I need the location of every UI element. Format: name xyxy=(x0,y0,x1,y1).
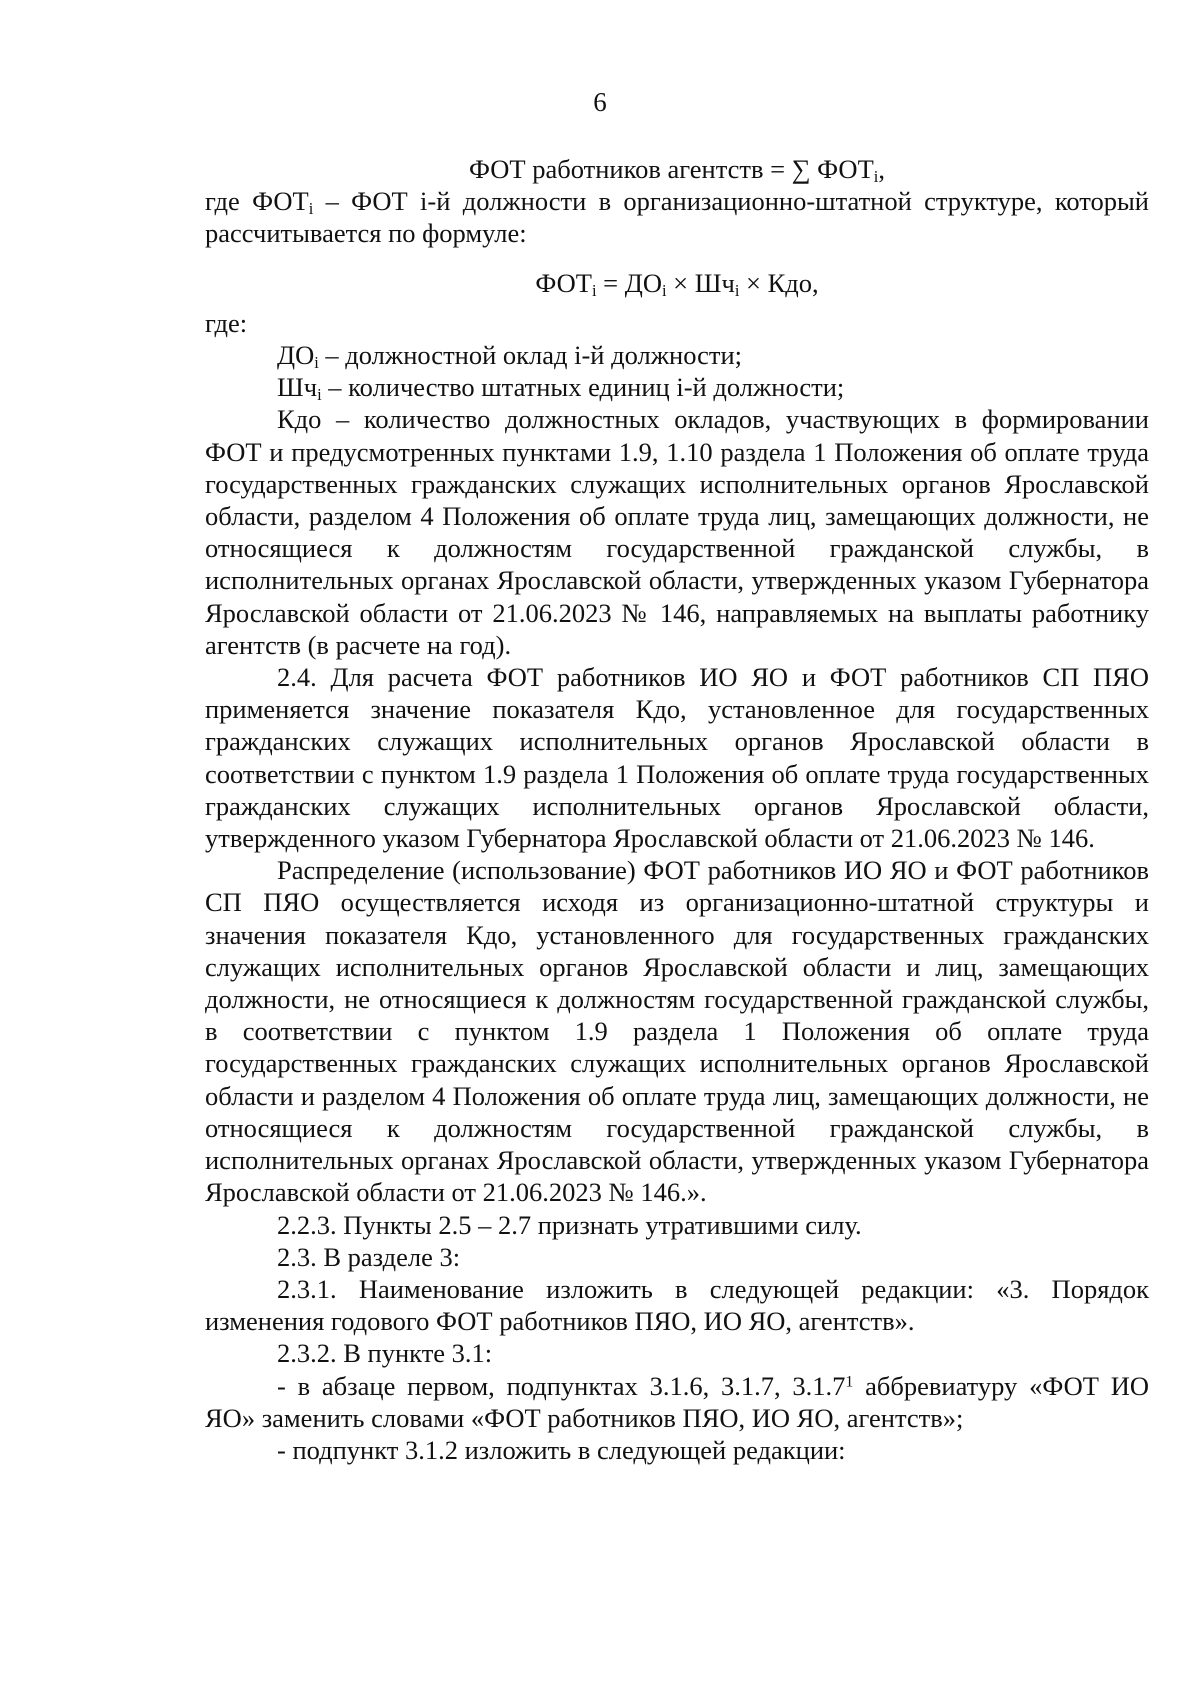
paragraph-2-2-3: 2.2.3. Пункты 2.5 – 2.7 признать утратившими силу. xyxy=(277,1209,862,1240)
formula-fot-i: $ФОТ_i = ДО_i \times Шч_i$ × Кдо, xyxy=(535,267,819,300)
where-label: где: xyxy=(205,307,248,338)
paragraph-2-3: 2.3. В разделе 3: xyxy=(277,1241,461,1272)
paragraph-2-3-1: 2.3.1. Наименование изложить в следующей редакции: «3. Порядок изменения годового ФОТ работников ПЯО, ИО ЯО, агентств». xyxy=(205,1273,1149,1337)
paragraph-distribution: Распределение (использование) ФОТ работников ИО ЯО и ФОТ работников СП ПЯО осуществляется исходя из организационно-штатной структуры и значения показателя Кдо, установленного для государственных гражданских служащих исполнительных органов Ярославской области и лиц, замещающих должности, не относящиеся к должностям государственной гражданской службы, в соответствии с пунктом 1.9 раздела 1 Положения об оплате труда государственных гражданских служащих исполнительных органов Ярославской области и разделом 4 Положения об оплате труда лиц, замещающих должности, не относящиеся к должностям государственной гражданской службы, в исполнительных органах Ярославской области, утвержденных указом Губернатора Ярославской области от 21.06.2023 № 146.». xyxy=(205,855,1149,1208)
where-intro: где $ФОТ_i$ – ФОТ i-й должности в организационно-штатной структуре, который рассчитывается по формуле: xyxy=(205,186,1149,249)
page-number: 6 xyxy=(593,87,607,117)
bullet-abbreviation-replace: - в абзаце первом, подпунктах 3.1.6, 3.1.7, 3.1.7$^1$ аббревиатуру «ФОТ ИО ЯО» заменить словами «ФОТ работников ПЯО, ИО ЯО, агентств»; xyxy=(205,1370,1149,1433)
paragraph-2-4: 2.4. Для расчета ФОТ работников ИО ЯО и ФОТ работников СП ПЯО применяется значение показателя Кдо, установленное для государственных гражданских служащих исполнительных органов Ярославской области в соответствии с пунктом 1.9 раздела 1 Положения об оплате труда государственных гражданских служащих исполнительных органов Ярославской области, утвержденного указом Губернатора Ярославской области от 21.06.2023 № 146. xyxy=(205,662,1149,854)
definition-kdo: Кдо – количество должностных окладов, участвующих в формировании ФОТ и предусмотренных пунктами 1.9, 1.10 раздела 1 Положения об оплате труда государственных гражданских служащих исполнительных органов Ярославской области, разделом 4 Положения об оплате труда лиц, замещающих должности, не относящиеся к должностям государственной гражданской службы, в исполнительных органах Ярославской области, утвержденных указом Губернатора Ярославской области от 21.06.2023 № 146, направляемых на выплаты работнику агентств (в расчете на год). xyxy=(205,404,1149,660)
paragraph-2-3-2: 2.3.2. В пункте 3.1: xyxy=(277,1338,493,1369)
definition-do: $ДО_i$ – должностной оклад i-й должности; xyxy=(277,340,742,373)
formula-total: ФОТ работников агентств = ∑ $ФОТ_i$, xyxy=(469,154,885,187)
document-body xyxy=(205,153,1149,1466)
bullet-subpoint-3-1-2: - подпункт 3.1.2 изложить в следующей редакции: xyxy=(277,1434,846,1465)
definition-shch: $Шч_i$ – количество штатных единиц i-й должности; xyxy=(277,372,845,405)
